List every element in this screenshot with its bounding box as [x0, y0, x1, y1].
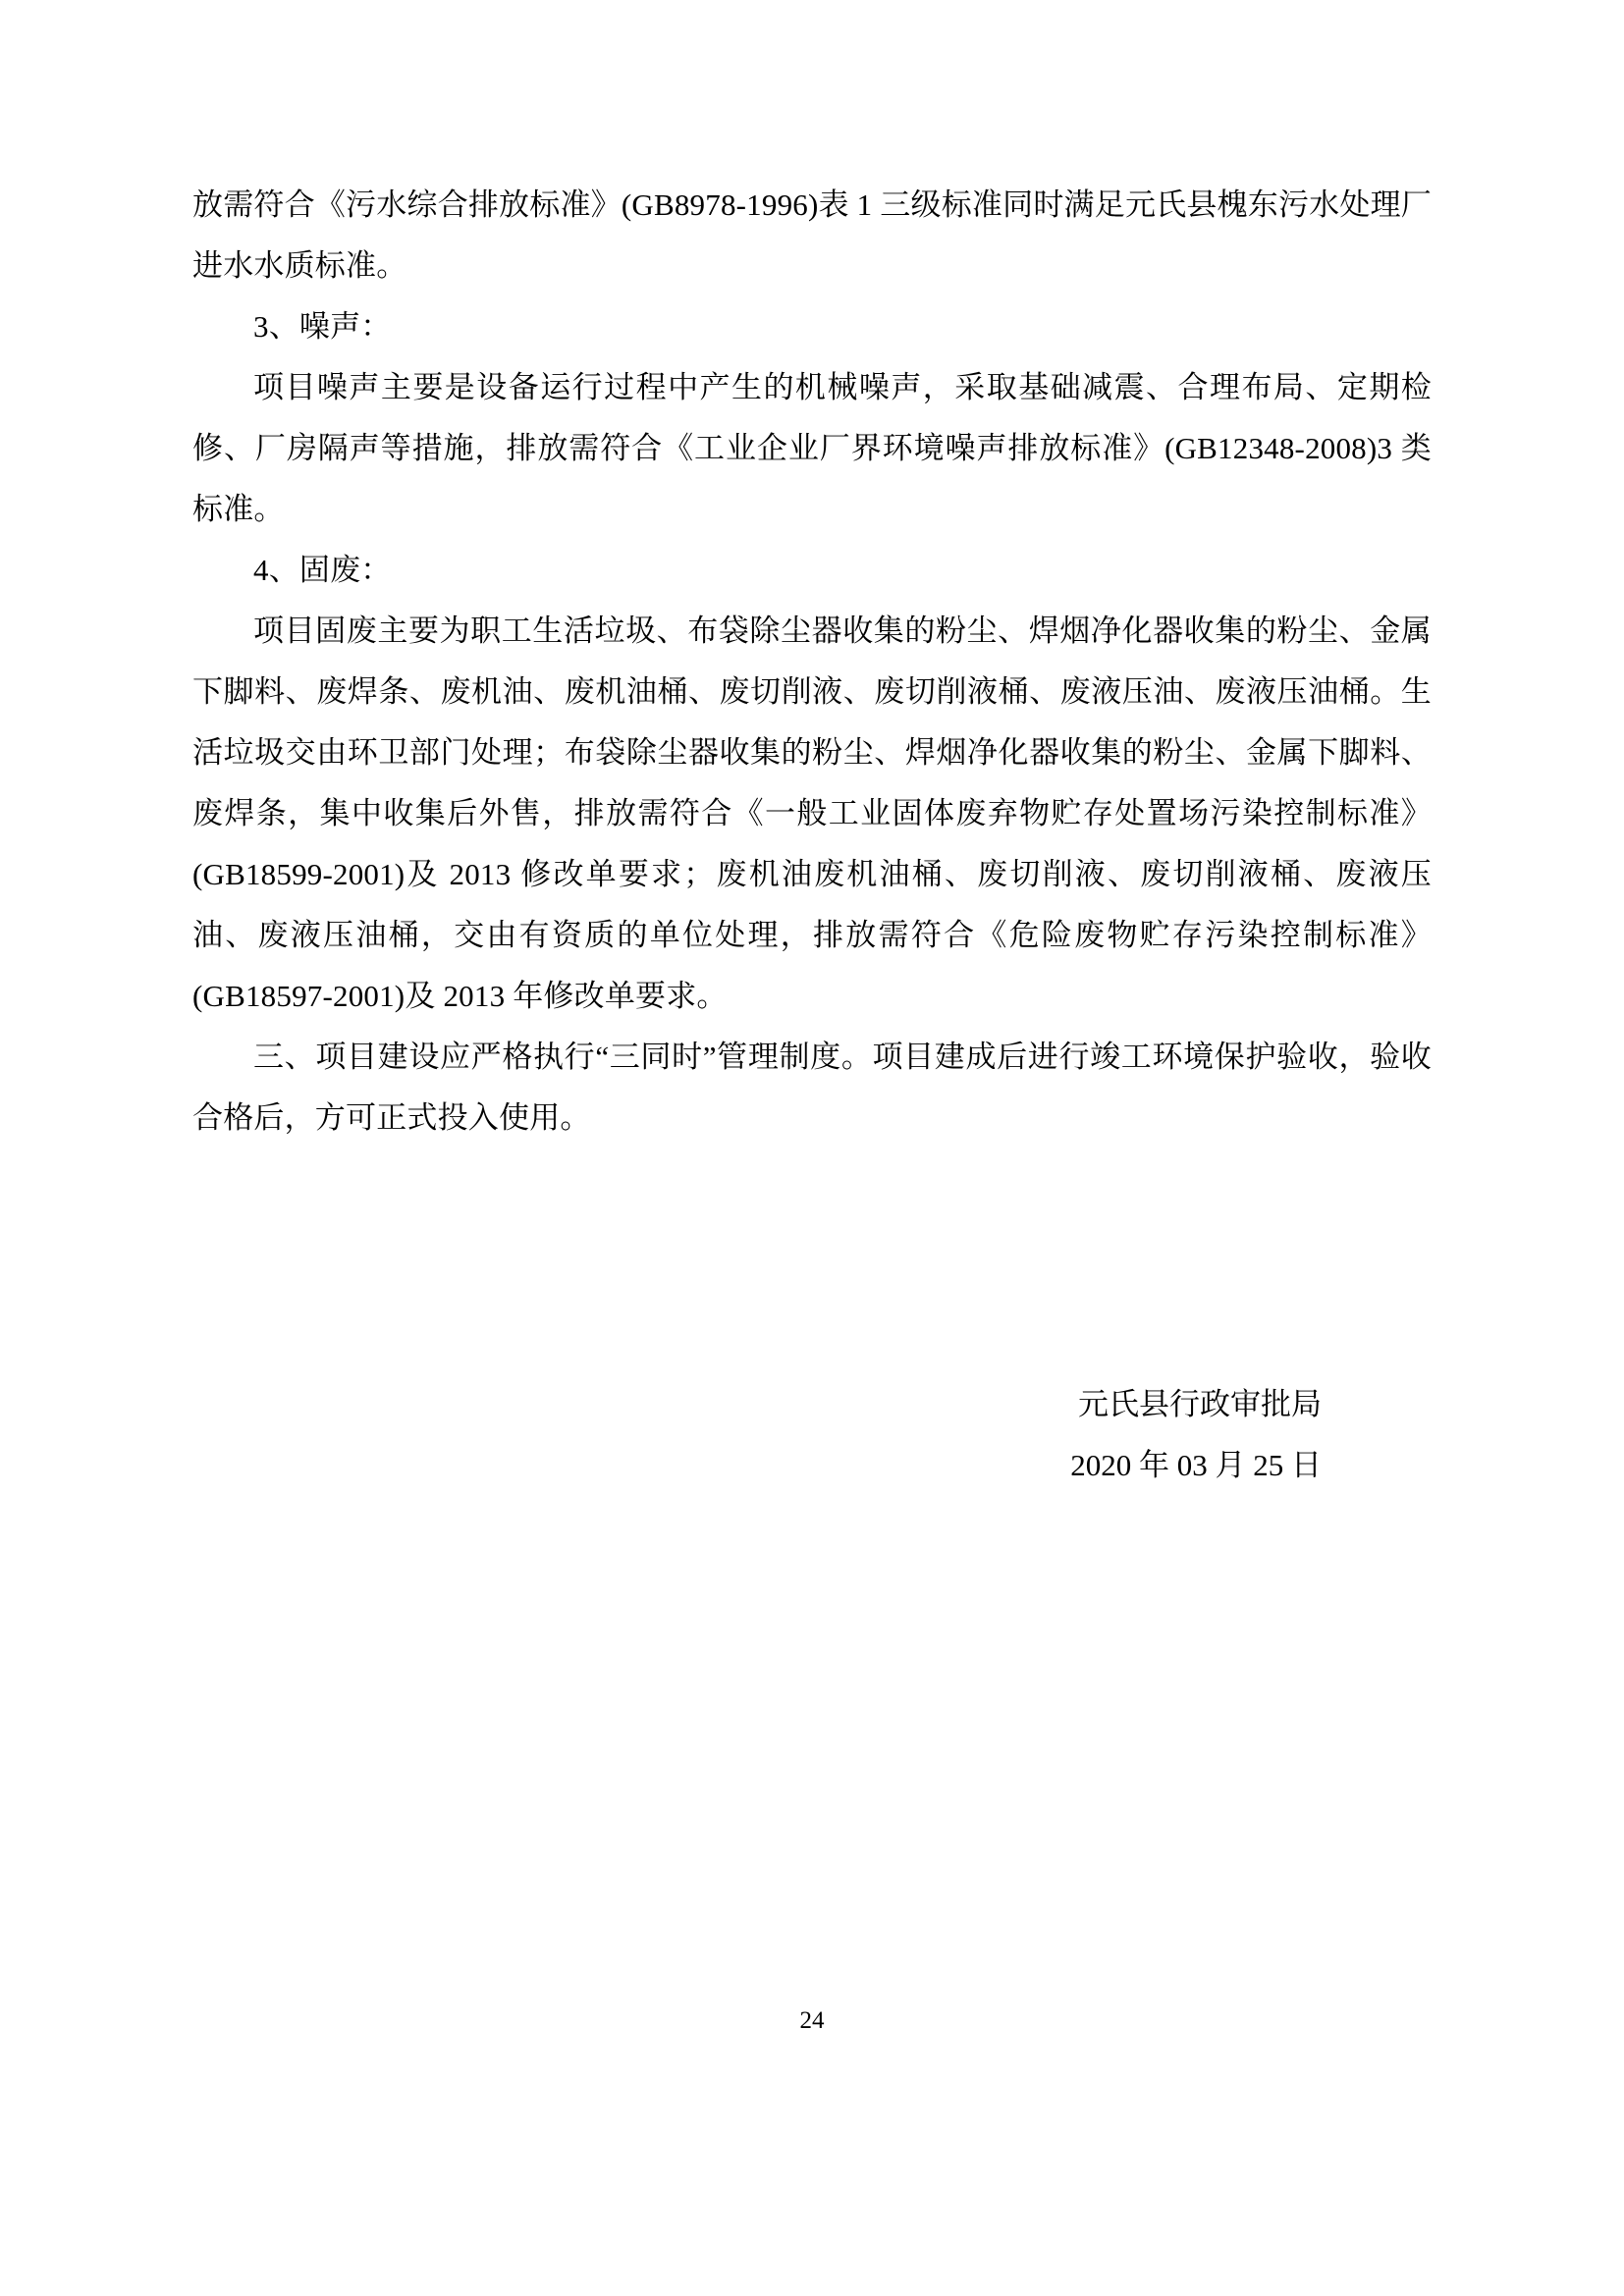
- paragraph-noise-heading: 3、噪声：: [253, 309, 392, 344]
- signature-block: [192, 1374, 1432, 1496]
- paragraph-section-three: 三、项目建设应严格执行“三同时”管理制度。项目建成后进行竣工环境保护验收，验收合格后，方可正式投入使用。: [192, 1040, 1432, 1135]
- document-body: [192, 175, 1432, 1148]
- paragraph-solid-waste-body: 项目固废主要为职工生活垃圾、布袋除尘器收集的粉尘、焊烟净化器收集的粉尘、金属下脚料、废焊条、废机油、废机油桶、废切削液、废切削液桶、废液压油、废液压油桶。生活垃圾交由环卫部门处理；布袋除尘器收集的粉尘、焊烟净化器收集的粉尘、金属下脚料、废焊条，集中收集后外售，排放需符合《一般工业固体废弃物贮存处置场污染控制标准》(GB18599-2001)及 2013 修改单要求；废机油废机油桶、废切削液、废切削液桶、废液压油、废液压油桶，交由有资质的单位处理，排放需符合《危险废物贮存污染控制标准》(GB18597-2001)及 2013 年修改单要求。: [192, 614, 1432, 1013]
- paragraph-solid-waste-heading: 4、固废：: [253, 553, 392, 587]
- paragraph-continuation: 放需符合《污水综合排放标准》(GB8978-1996)表 1 三级标准同时满足元氏县槐东污水处理厂进水水质标准。: [192, 187, 1432, 283]
- page-number: 24: [799, 2007, 825, 2034]
- signature-date: 2020 年 03 月 25 日: [1070, 1448, 1322, 1482]
- paragraph-noise-body: 项目噪声主要是设备运行过程中产生的机械噪声，采取基础减震、合理布局、定期检修、厂房隔声等措施，排放需符合《工业企业厂界环境噪声排放标准》(GB12348-2008)3 类标准。: [192, 370, 1432, 526]
- signature-issuer: 元氏县行政审批局: [1078, 1387, 1322, 1421]
